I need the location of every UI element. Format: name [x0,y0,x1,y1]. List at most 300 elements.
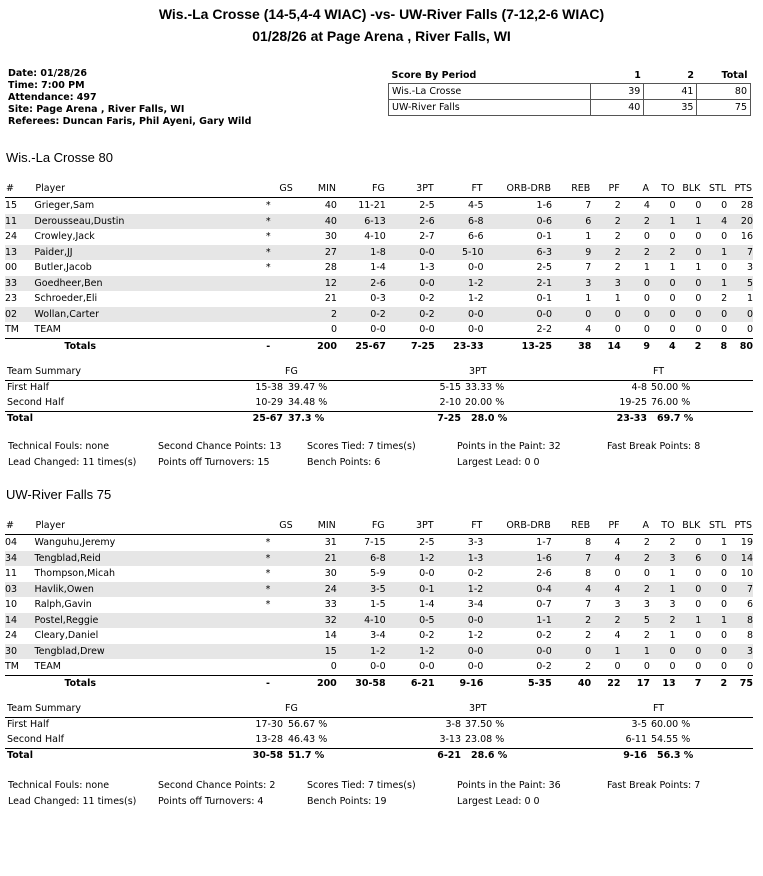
summary-fg: 13-28 [255,734,283,745]
sbp-header-p2: 2 [687,70,694,81]
player-name: Tengblad,Drew [34,644,254,660]
jersey-number: 33 [5,276,34,292]
turnovers: 1 [650,214,676,230]
blocks: 1 [695,262,702,274]
total-minutes: 200 [294,675,337,691]
points: 0 [746,661,753,673]
total-player-name: Totals [34,338,254,354]
steals: 0 [721,231,728,243]
rebounds-split: 0-0 [484,307,552,323]
blocks: 0 [695,661,702,673]
total-free-throws: 9-16 [435,675,484,691]
blocks: 0 [695,630,702,642]
col-header: REB [552,517,591,535]
points: 3 [727,644,753,660]
jersey-number: 00 [5,262,18,274]
summary-fg-header: FG [285,366,298,377]
col-header: GS [255,180,294,198]
points: 5 [727,276,753,292]
rebounds-split: 1-7 [536,537,552,549]
points: 8 [727,613,753,629]
game-subtitle: 01/28/26 at Page Arena , River Falls, WI [252,28,511,44]
player-name: Butler,Jacob [34,262,92,274]
player-name: Ralph,Gavin [34,599,92,611]
blocks: 0 [676,582,702,598]
three-pointers: 1-3 [419,262,435,274]
player-row [5,566,753,582]
rebounds-split: 0-6 [484,214,552,230]
sbp-total: 80 [697,84,751,100]
col-header: Player [34,180,254,198]
starter-mark [254,644,293,660]
personal-fouls: 2 [614,231,621,243]
rebounds-split: 0-2 [536,661,552,673]
game-date: Date: 01/28/26 [8,68,87,79]
col-header: # [5,180,34,198]
field-goals: 3-5 [337,582,386,598]
summary-fg: 30-58 [252,750,283,761]
total-blocks: 2 [676,338,702,354]
points: 19 [740,537,753,549]
col-header: PTS [727,180,753,198]
personal-fouls: 2 [614,200,621,212]
field-goals: 7-15 [364,537,386,549]
turnovers: 0 [669,200,676,212]
turnovers: 1 [650,582,676,598]
jersey-number: 30 [5,644,34,660]
turnovers: 0 [650,276,676,292]
total-rebounds: 40 [552,675,591,691]
team-summary [5,702,753,764]
team-summary-header [5,365,753,381]
steals: 0 [701,644,727,660]
turnovers: 3 [669,599,676,611]
points: 7 [727,245,753,261]
minutes: 2 [294,307,337,323]
summary-3pt-pct: 20.00 % [465,397,505,408]
assists: 1 [643,262,650,274]
summary-3pt: 3-8 [445,719,461,730]
largest-lead: Largest Lead: 0 0 [457,457,540,468]
jersey-number: 14 [5,613,34,629]
sbp-p2: 35 [644,100,697,116]
points: 8 [746,630,753,642]
blocks: 0 [676,245,702,261]
rebounds: 1 [585,231,592,243]
col-header: REB [552,180,591,198]
player-name: Grieger,Sam [34,200,95,212]
totals-row [5,675,753,691]
assists: 2 [643,537,650,549]
jersey-number: 10 [5,599,18,611]
scores-tied: Scores Tied: 7 times(s) [307,780,416,791]
blocks: 0 [695,324,702,336]
total-points: 75 [727,675,753,691]
player-row [5,214,753,230]
total-free-throws: 23-33 [435,338,484,354]
summary-3pt-pct: 28.6 % [471,750,508,761]
free-throws: 0-0 [467,661,484,673]
jersey-number: 13 [5,245,34,261]
summary-fg-pct: 37.3 % [288,413,325,424]
total-assists: 17 [621,675,650,691]
summary-3pt: 2-10 [439,397,461,408]
points-off-turnovers: Points off Turnovers: 15 [158,457,270,468]
starter-mark [254,613,293,629]
col-header: ORB-DRB [483,517,551,535]
totals-row [5,338,753,354]
col-header: STL [701,517,727,535]
player-name: TEAM [34,661,61,673]
summary-fg: 15-38 [255,382,283,393]
summary-3pt-header: 3PT [469,366,487,377]
total-three-pointers: 6-21 [386,675,435,691]
free-throws: 5-10 [435,245,484,261]
turnovers: 0 [650,644,676,660]
three-pointers: 0-0 [419,324,435,336]
turnovers: 0 [669,293,676,305]
col-header: MIN [294,517,337,535]
player-row [5,322,753,338]
three-pointers: 0-2 [419,293,435,305]
minutes: 33 [324,599,337,611]
fast-break-points: Fast Break Points: 7 [607,780,701,791]
box-score-body [5,535,753,692]
personal-fouls: 0 [591,307,620,323]
rebounds: 0 [552,644,591,660]
summary-label: Total [7,413,33,424]
summary-3pt: 3-13 [439,734,461,745]
jersey-number: 24 [5,231,18,243]
rebounds-split: 0-1 [536,231,552,243]
minutes: 30 [324,231,337,243]
rebounds-split: 0-7 [536,599,552,611]
minutes: 40 [324,200,337,212]
three-pointers: 0-0 [419,661,435,673]
summary-3pt-header: 3PT [469,703,487,714]
starter-mark [255,307,294,323]
summary-fg-pct: 34.48 % [288,397,328,408]
starter-mark [254,659,293,675]
rebounds: 6 [552,214,591,230]
score-by-period-table [388,68,751,116]
turnovers: 2 [650,613,676,629]
turnovers: 0 [650,307,676,323]
rebounds-split: 2-2 [536,324,552,336]
three-pointers: 0-1 [386,582,435,598]
field-goals: 11-21 [358,200,386,212]
player-row [5,659,753,675]
points: 10 [740,568,753,580]
starter-mark: * [255,214,294,230]
player-name: Wollan,Carter [34,307,254,323]
free-throws: 0-2 [467,568,484,580]
jersey-number: TM [5,324,19,336]
summary-ft: 19-25 [619,397,647,408]
personal-fouls: 0 [614,568,621,580]
three-pointers: 1-2 [386,551,435,567]
total-starter-mark: - [254,675,293,691]
rebounds-split: 2-5 [536,262,552,274]
rebounds: 3 [552,276,591,292]
player-row [5,260,753,276]
rebounds: 7 [552,551,591,567]
total-field-goals: 25-67 [337,338,386,354]
jersey-number: TM [5,661,19,673]
assists: 2 [621,214,650,230]
col-header: 3PT [386,517,435,535]
rebounds: 7 [585,262,592,274]
field-goals: 3-4 [370,630,386,642]
summary-3pt: 6-21 [437,750,461,761]
starter-mark: * [265,231,271,243]
total-rebounds: 38 [552,338,591,354]
jersey-number: 15 [5,200,18,212]
turnovers: 0 [669,231,676,243]
team-heading: UW-River Falls 75 [6,487,112,502]
turnovers: 1 [669,630,676,642]
assists: 0 [643,661,650,673]
rebounds: 8 [585,537,592,549]
col-header: A [621,180,650,198]
summary-label: First Half [7,382,49,393]
personal-fouls: 4 [614,537,621,549]
field-goals: 0-3 [370,293,386,305]
total-assists: 9 [621,338,650,354]
total-personal-fouls: 22 [591,675,620,691]
sbp-header-total: Total [721,70,748,81]
player-name: Schroeder,Eli [34,293,98,305]
assists: 2 [621,245,650,261]
steals: 1 [701,276,727,292]
player-row [5,276,753,292]
steals: 0 [721,661,728,673]
rebounds: 7 [585,599,592,611]
blocks: 1 [676,613,702,629]
summary-total-row [5,748,753,764]
points: 0 [727,307,753,323]
summary-title: Team Summary [7,703,82,714]
rebounds-split: 0-0 [483,644,551,660]
assists: 0 [643,293,650,305]
player-row [5,644,753,660]
assists: 0 [621,307,650,323]
summary-fg-header: FG [285,703,298,714]
largest-lead: Largest Lead: 0 0 [457,796,540,807]
three-pointers: 0-5 [386,613,435,629]
summary-3pt: 5-15 [439,382,461,393]
assists: 0 [643,568,650,580]
blocks: 0 [695,599,702,611]
blocks: 1 [676,214,702,230]
summary-fg-pct: 46.43 % [288,734,328,745]
summary-ft: 9-16 [623,750,647,761]
sbp-team: Wis.-La Crosse [389,84,591,100]
col-header: A [621,517,650,535]
minutes: 32 [294,613,337,629]
blocks: 0 [695,537,702,549]
minutes: 21 [294,551,337,567]
summary-title: Team Summary [7,366,82,377]
bench-points: Bench Points: 6 [307,457,381,468]
free-throws: 4-5 [468,200,484,212]
sbp-total: 75 [697,100,751,116]
starter-mark: * [265,537,271,549]
player-row [5,307,753,323]
total-rebounds-split: 5-35 [483,675,551,691]
starter-mark: * [265,599,271,611]
minutes: 14 [324,630,337,642]
steals: 0 [721,324,728,336]
field-goals: 0-0 [370,324,386,336]
summary-ft: 6-11 [625,734,647,745]
player-row [5,535,753,551]
col-header: Player [34,517,254,535]
points-in-paint: Points in the Paint: 36 [457,780,561,791]
three-pointers: 2-6 [386,214,435,230]
player-row [5,198,753,214]
blocks: 6 [676,551,702,567]
three-pointers: 0-0 [386,276,435,292]
summary-ft: 3-5 [631,719,647,730]
points: 1 [746,293,753,305]
points: 0 [746,324,753,336]
blocks: 0 [695,568,702,580]
summary-ft: 4-8 [631,382,647,393]
total-field-goals: 30-58 [337,675,386,691]
assists: 4 [643,200,650,212]
steals: 0 [721,262,728,274]
assists: 0 [643,324,650,336]
game-referees: Referees: Duncan Faris, Phil Ayeni, Gary Wild [8,116,252,127]
player-name: Postel,Reggie [34,613,254,629]
player-row [5,245,753,261]
summary-ft-header: FT [653,366,665,377]
second-chance-points: Second Chance Points: 13 [158,441,282,452]
points: 7 [727,582,753,598]
three-pointers: 0-0 [419,568,435,580]
player-name: Derousseau,Dustin [34,214,254,230]
steals: 1 [701,613,727,629]
free-throws: 0-0 [468,262,484,274]
points-in-paint: Points in the Paint: 32 [457,441,561,452]
field-goals: 2-6 [337,276,386,292]
game-site: Site: Page Arena , River Falls, WI [8,104,185,115]
rebounds-split: 2-1 [484,276,552,292]
col-header: MIN [294,180,337,198]
rebounds-split: 2-6 [536,568,552,580]
player-row [5,551,753,567]
player-name: Goedheer,Ben [34,276,254,292]
total-minutes: 200 [294,338,337,354]
score-by-period-row [389,84,751,100]
summary-row [5,733,753,748]
three-pointers: 2-5 [419,200,435,212]
game-title: Wis.-La Crosse (14-5,4-4 WIAC) -vs- UW-River Falls (7-12,2-6 WIAC) [158,6,605,22]
minutes: 28 [324,262,337,274]
minutes: 30 [324,568,337,580]
bench-points: Bench Points: 19 [307,796,387,807]
starter-mark [255,291,294,307]
team-summary-header [5,702,753,718]
summary-ft-pct: 69.7 % [657,413,694,424]
personal-fouls: 0 [614,661,621,673]
starter-mark: * [254,582,293,598]
col-header: # [5,517,34,535]
starter-mark [255,276,294,292]
minutes: 0 [330,661,337,673]
rebounds: 7 [585,200,592,212]
turnovers: 1 [669,568,676,580]
sbp-header-p1: 1 [634,70,641,81]
free-throws: 3-4 [467,599,484,611]
free-throws: 1-2 [468,293,484,305]
points: 28 [740,200,753,212]
score-by-period-row [389,100,751,116]
three-pointers: 1-4 [419,599,435,611]
total-steals: 2 [701,675,727,691]
summary-fg-pct: 39.47 % [288,382,328,393]
free-throws: 3-3 [467,537,484,549]
summary-ft-pct: 56.3 % [657,750,694,761]
jersey-number: 11 [5,214,34,230]
free-throws: 1-2 [467,630,484,642]
summary-3pt-pct: 33.33 % [465,382,505,393]
summary-ft-pct: 60.00 % [651,719,691,730]
total-jersey-number [5,338,34,354]
box-score-header [5,180,753,198]
steals: 0 [701,551,727,567]
free-throws: 1-2 [435,582,484,598]
summary-fg: 10-29 [255,397,283,408]
score-by-period-header [389,68,751,84]
free-throws: 0-0 [435,644,484,660]
steals: 1 [721,537,728,549]
box-score-header [5,517,753,535]
summary-ft: 23-33 [616,413,647,424]
turnovers: 0 [669,661,676,673]
blocks: 0 [676,307,702,323]
free-throws: 0-0 [468,324,484,336]
minutes: 12 [294,276,337,292]
points: 3 [746,262,753,274]
sbp-p2: 41 [644,84,697,100]
jersey-number: 02 [5,307,34,323]
field-goals: 0-0 [370,661,386,673]
player-row [5,291,753,307]
player-row [5,628,753,644]
starter-mark [254,628,293,644]
total-three-pointers: 7-25 [386,338,435,354]
assists: 2 [621,551,650,567]
steals: 4 [701,214,727,230]
jersey-number: 23 [5,293,18,305]
col-header: 3PT [386,180,435,198]
rebounds: 9 [552,245,591,261]
total-starter-mark: - [255,338,294,354]
team-summary [5,365,753,427]
total-rebounds-split: 13-25 [484,338,552,354]
jersey-number: 04 [5,537,18,549]
rebounds-split: 0-1 [536,293,552,305]
free-throws: 6-6 [468,231,484,243]
player-row [5,229,753,245]
steals: 0 [701,582,727,598]
rebounds: 2 [585,661,592,673]
lead-changed: Lead Changed: 11 times(s) [8,796,137,807]
starter-mark: * [254,551,293,567]
summary-label: First Half [7,719,49,730]
